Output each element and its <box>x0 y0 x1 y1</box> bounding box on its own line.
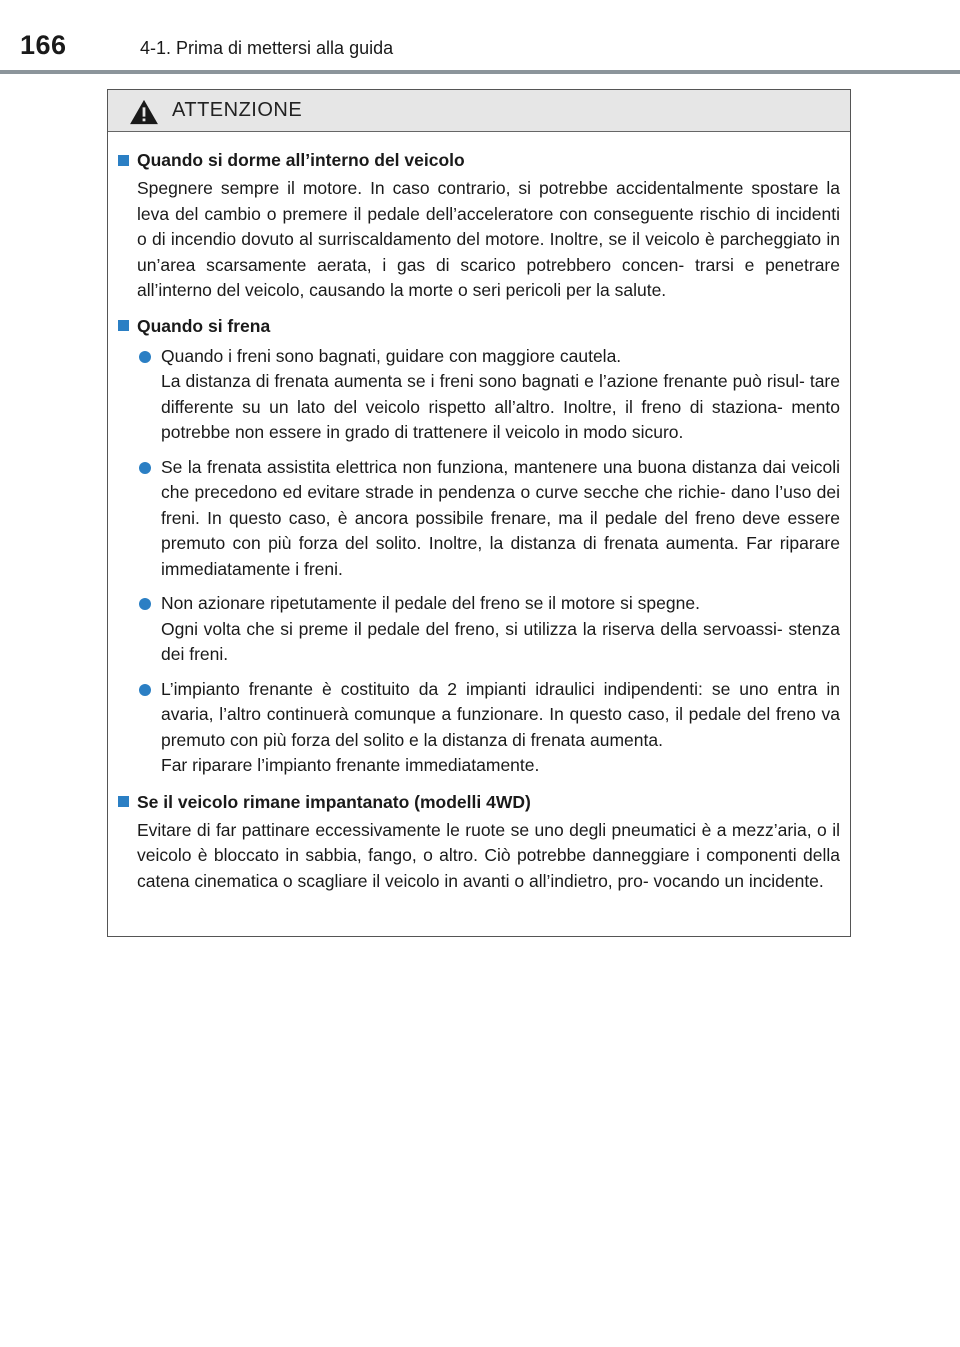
circle-bullet-icon <box>139 684 151 696</box>
bullet-item <box>116 677 840 779</box>
section-heading-text: Quando si frena <box>137 315 271 336</box>
section-paragraph: Evitare di far pattinare eccessivamente le ruote se uno degli pneumatici è a mezz’aria, o il veicolo è bloccato in sabbia, fango, o altro. Ciò potrebbe danneggiare i componenti della catena cinematica o scagliare il veicolo in avanti o all’indietro, pro- vocando un incidente. <box>137 819 840 891</box>
square-bullet-icon <box>118 320 129 331</box>
section-paragraph: Spegnere sempre il motore. In caso contrario, si potrebbe accidentalmente spostare la leva del cambio o premere il pedale dell’acceleratore con conseguente rischio di incidenti o di incendio dovuto al surriscaldamento del motore. Inoltre, se il veicolo è parcheggiato in un’area scarsamente aerata, i gas di scarico potrebbero concen- trarsi e penetrare all’interno del veicolo, causando la morte o seri pericoli per la salute. <box>137 178 840 300</box>
bullet-item <box>116 591 840 668</box>
bullet-item <box>116 344 840 446</box>
circle-bullet-icon <box>139 598 151 610</box>
warning-body <box>108 132 850 894</box>
section-heading <box>116 788 840 816</box>
warning-box <box>107 89 851 937</box>
bullet-line: Non azionare ripetutamente il pedale del freno se il motore si spegne. <box>161 593 700 613</box>
warning-section <box>116 312 840 779</box>
page-header <box>0 0 960 76</box>
warning-triangle-icon <box>128 99 160 125</box>
circle-bullet-icon <box>139 351 151 363</box>
warning-title: ATTENZIONE <box>172 99 303 121</box>
bullet-text <box>161 455 840 583</box>
section-title: 4-1. Prima di mettersi alla guida <box>140 38 394 58</box>
bullet-line: Far riparare l’impianto frenante immediatamente. <box>161 755 540 775</box>
square-bullet-icon <box>118 796 129 807</box>
bullet-item <box>116 455 840 583</box>
bullet-line: Se la frenata assistita elettrica non funziona, mantenere una buona distanza dai veicoli che precedono ed evitare strade in pendenza o curve secche che richie- dano l’uso dei freni. In questo caso, è ancora possibile frenare, ma il pedale del freno deve essere premuto con più forza del solito. Inoltre, la distanza di frenata aumenta. Far riparare immediatamente i freni. <box>161 456 840 579</box>
bullet-line: Ogni volta che si preme il pedale del freno, si utilizza la riserva della servoassi- stenza dei freni. <box>161 618 840 664</box>
circle-bullet-icon <box>139 462 151 474</box>
page-number: 166 <box>20 30 67 60</box>
section-heading <box>116 146 840 174</box>
bullet-text <box>161 344 840 446</box>
section-heading-text: Se il veicolo rimane impantanato (modelli 4WD) <box>137 791 531 812</box>
section-heading <box>116 312 840 340</box>
warning-header <box>108 90 850 132</box>
bullet-text <box>161 677 840 779</box>
bullet-line: La distanza di frenata aumenta se i freni sono bagnati e l’azione frenante può risul- tare differente su un lato del veicolo rispetto all’altro. Inoltre, il freno di staziona- mento potrebbe non essere in grado di trattenere il veicolo in modo sicuro. <box>161 371 840 442</box>
square-bullet-icon <box>118 155 129 166</box>
warning-section <box>116 146 840 304</box>
bullet-line: Quando i freni sono bagnati, guidare con maggiore cautela. <box>161 345 622 366</box>
bullet-line: L’impianto frenante è costituito da 2 impianti idraulici indipendenti: se uno entra in avaria, l’altro continuerà comunque a funzionare. In questo caso, il pedale del freno va premuto con più forza del solito e la distanza di frenata aumenta. <box>161 678 840 750</box>
bullet-text <box>161 591 840 668</box>
section-heading-text: Quando si dorme all’interno del veicolo <box>137 150 465 170</box>
header-divider <box>0 70 960 74</box>
warning-section <box>116 788 840 895</box>
